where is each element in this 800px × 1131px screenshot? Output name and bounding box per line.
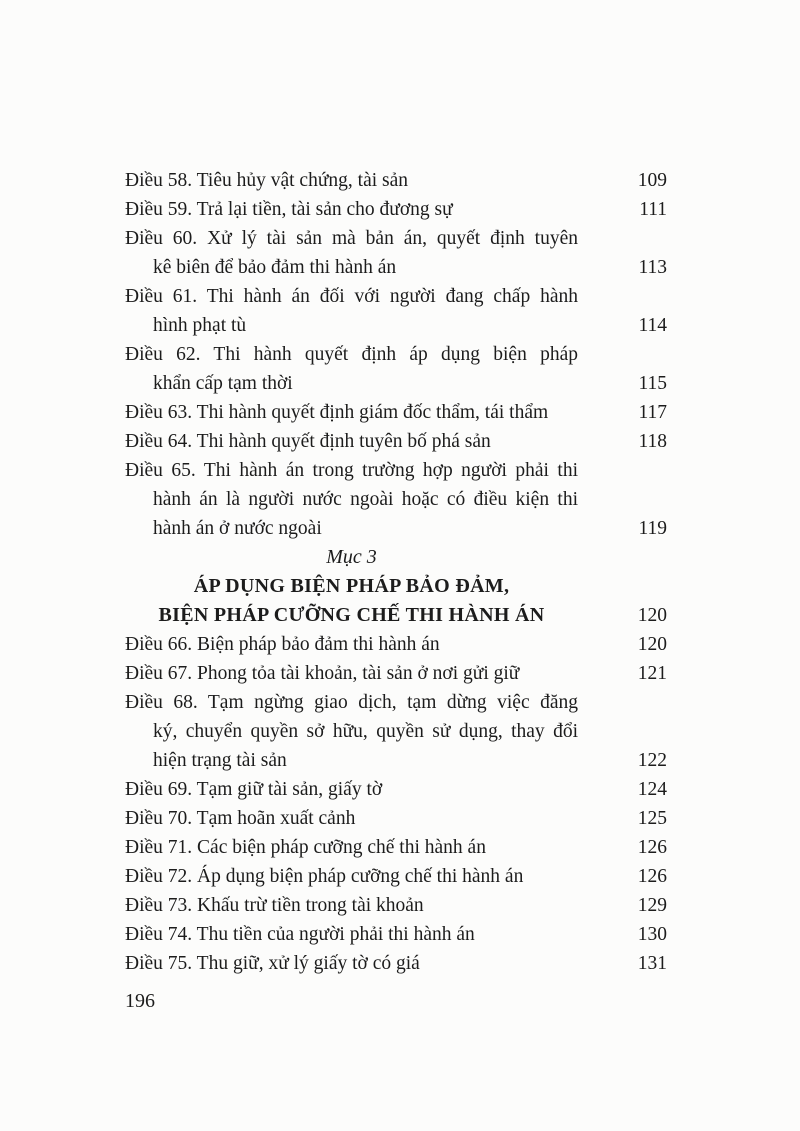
toc-page-number: 129 bbox=[637, 895, 667, 916]
toc-page-number: 124 bbox=[637, 779, 667, 800]
toc-entry-text: Điều 67. Phong tỏa tài khoản, tài sản ở nơi gửi giữ bbox=[125, 663, 520, 684]
toc-row bbox=[125, 224, 667, 253]
toc-row bbox=[125, 282, 667, 311]
toc-entry-text: Điều 60. Xử lý tài sản mà bản án, quyết định tuyên bbox=[125, 228, 578, 249]
toc-row bbox=[125, 775, 667, 804]
toc-entry-text: Điều 59. Trả lại tiền, tài sản cho đương sự bbox=[125, 199, 453, 220]
toc-page-number: 119 bbox=[638, 518, 667, 539]
toc-row bbox=[125, 195, 667, 224]
toc-row bbox=[125, 456, 667, 485]
toc-page-number: 118 bbox=[638, 431, 667, 452]
toc-row bbox=[125, 514, 667, 543]
toc-page-number: 121 bbox=[637, 663, 667, 684]
toc-row bbox=[125, 717, 667, 746]
toc-page-number: 130 bbox=[637, 924, 667, 945]
toc-entry-text: Điều 75. Thu giữ, xử lý giấy tờ có giá bbox=[125, 953, 420, 974]
section-heading: Mục 3 bbox=[326, 546, 377, 568]
toc-entry-text: Điều 73. Khấu trừ tiền trong tài khoản bbox=[125, 895, 424, 916]
toc-row bbox=[125, 427, 667, 456]
toc-page-number: 120 bbox=[637, 605, 667, 626]
toc-entry-text: Điều 62. Thi hành quyết định áp dụng biện pháp bbox=[125, 344, 578, 365]
toc-entry-text: kê biên để bảo đảm thi hành án bbox=[153, 257, 397, 278]
toc-page-number: 111 bbox=[639, 199, 667, 220]
section-heading: ÁP DỤNG BIỆN PHÁP BẢO ĐẢM, bbox=[193, 575, 510, 597]
toc-row bbox=[125, 920, 667, 949]
toc-section-row bbox=[125, 572, 667, 601]
toc-row bbox=[125, 833, 667, 862]
toc-page-number: 115 bbox=[638, 373, 667, 394]
toc-page-number: 120 bbox=[637, 634, 667, 655]
toc-row bbox=[125, 166, 667, 195]
toc-row bbox=[125, 485, 667, 514]
toc-page-number: 114 bbox=[638, 315, 667, 336]
toc-entry-text: hình phạt tù bbox=[153, 315, 247, 336]
toc-entry-text: Điều 61. Thi hành án đối với người đang chấp hành bbox=[125, 286, 578, 307]
toc-page-number: 122 bbox=[637, 750, 667, 771]
folio-page-number: 196 bbox=[125, 990, 155, 1012]
toc-entry-text: Điều 65. Thi hành án trong trường hợp người phải thi bbox=[125, 460, 578, 481]
toc-page-number: 109 bbox=[637, 170, 667, 191]
toc-page-number: 113 bbox=[638, 257, 667, 278]
toc-row bbox=[125, 340, 667, 369]
table-of-contents bbox=[125, 166, 667, 978]
toc-row bbox=[125, 949, 667, 978]
toc-section-row bbox=[125, 601, 667, 630]
toc-page-number: 125 bbox=[637, 808, 667, 829]
toc-page-number: 126 bbox=[637, 837, 667, 858]
toc-entry-text: hiện trạng tài sản bbox=[153, 750, 287, 771]
toc-entry-text: hành án ở nước ngoài bbox=[153, 518, 322, 539]
toc-entry-text: Điều 64. Thi hành quyết định tuyên bố phá sản bbox=[125, 431, 491, 452]
toc-entry-text: Điều 69. Tạm giữ tài sản, giấy tờ bbox=[125, 779, 383, 800]
section-heading: BIỆN PHÁP CƯỠNG CHẾ THI HÀNH ÁN bbox=[158, 604, 545, 626]
toc-entry-text: hành án là người nước ngoài hoặc có điều kiện thi bbox=[153, 489, 578, 510]
toc-row bbox=[125, 891, 667, 920]
toc-row bbox=[125, 862, 667, 891]
toc-row bbox=[125, 369, 667, 398]
page-footer bbox=[125, 987, 667, 1016]
toc-row bbox=[125, 688, 667, 717]
toc-entry-text: Điều 74. Thu tiền của người phải thi hành án bbox=[125, 924, 475, 945]
toc-entry-text: ký, chuyển quyền sở hữu, quyền sử dụng, thay đổi bbox=[153, 721, 578, 742]
toc-section-row bbox=[125, 543, 667, 572]
toc-row bbox=[125, 398, 667, 427]
toc-row bbox=[125, 746, 667, 775]
toc-row bbox=[125, 804, 667, 833]
toc-row bbox=[125, 659, 667, 688]
toc-page-number: 131 bbox=[637, 953, 667, 974]
toc-entry-text: Điều 66. Biện pháp bảo đảm thi hành án bbox=[125, 634, 440, 655]
toc-entry-text: Điều 63. Thi hành quyết định giám đốc thẩm, tái thẩm bbox=[125, 402, 549, 423]
toc-row bbox=[125, 311, 667, 340]
toc-row bbox=[125, 253, 667, 282]
toc-entry-text: Điều 71. Các biện pháp cưỡng chế thi hành án bbox=[125, 837, 486, 858]
toc-entry-text: Điều 72. Áp dụng biện pháp cưỡng chế thi hành án bbox=[125, 866, 524, 887]
toc-entry-text: khẩn cấp tạm thời bbox=[153, 373, 293, 394]
toc-row bbox=[125, 630, 667, 659]
toc-entry-text: Điều 68. Tạm ngừng giao dịch, tạm dừng việc đăng bbox=[125, 692, 578, 713]
toc-page-number: 117 bbox=[638, 402, 667, 423]
toc-entry-text: Điều 70. Tạm hoãn xuất cảnh bbox=[125, 808, 356, 829]
toc-entry-text: Điều 58. Tiêu hủy vật chứng, tài sản bbox=[125, 170, 409, 191]
toc-page-number: 126 bbox=[637, 866, 667, 887]
